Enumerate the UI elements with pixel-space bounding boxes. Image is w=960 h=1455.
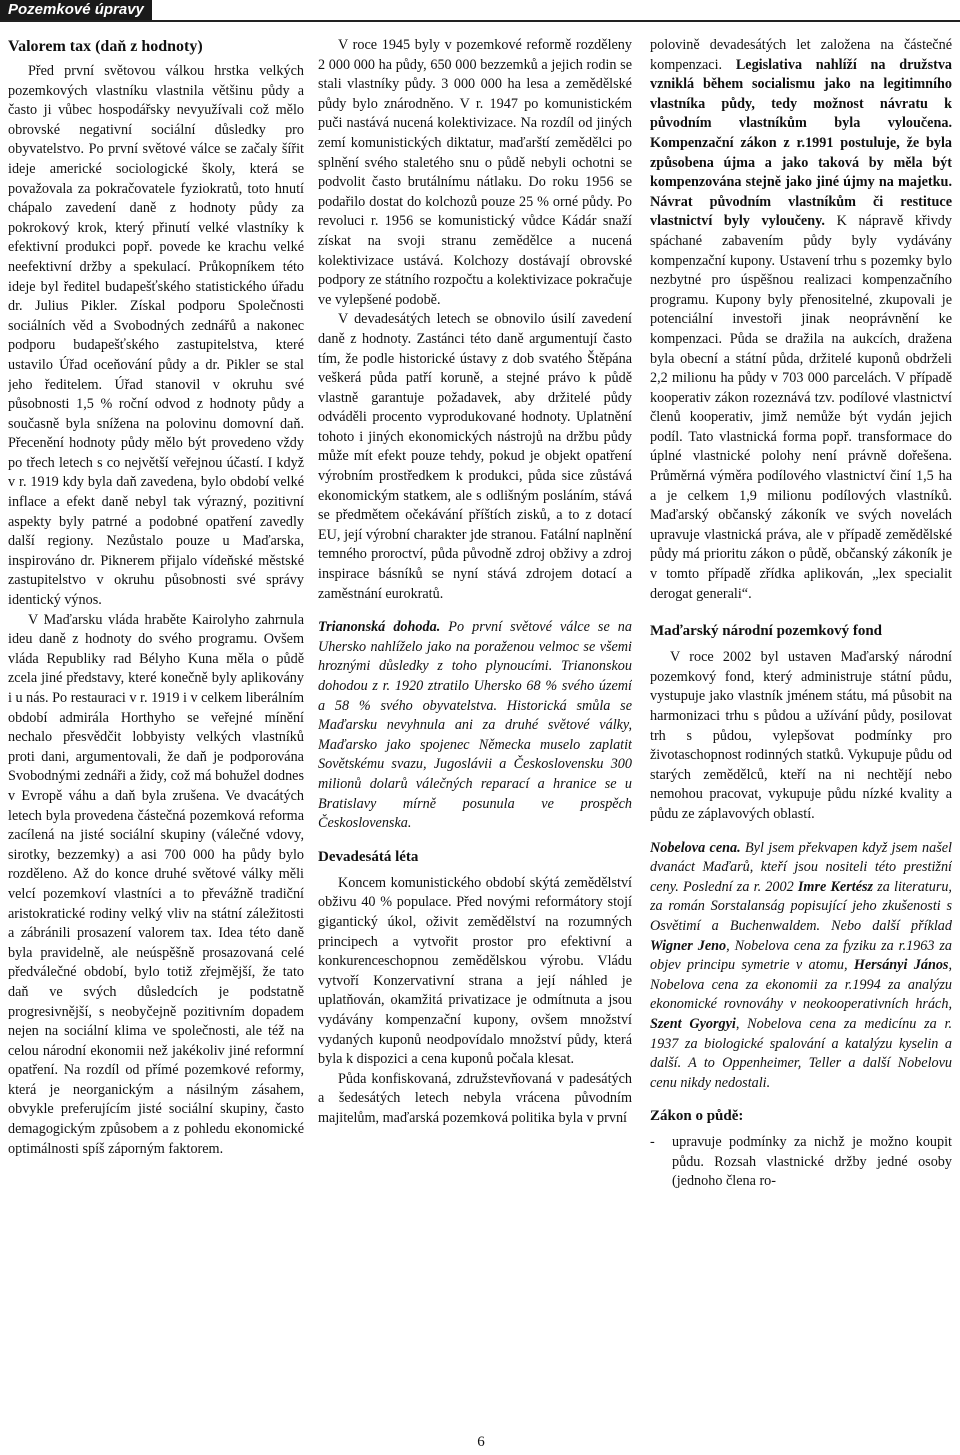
- section-label: Pozemkové úpravy: [0, 0, 152, 20]
- list-dash: -: [650, 1134, 655, 1151]
- paragraph: Koncem komunistického období skýtá zemědělství obživu 40 % populace. Před novými reformátory stojí gigantický úkol, oživit zemědělství na rozumných principech a vytvořit prostor pro efektivní a konkurenceschopnou zemědělskou výrobu. Vládu vytvoří Konzervativní strana a její náhled je uplatňován, okamžitá privatizace je odmítnuta a jsou vydávány kompenzační kupony, ovšem množství vydaných kuponů neodpovídalo množství půdy, která byla k dispozici a cena kuponů počala klesat.: [318, 874, 632, 1068]
- text-span: , Nobelova cena za ekonomii za r.1994 za analýzu ekonomické rovnováhy v neokooperativních hrách,: [650, 957, 952, 1013]
- paragraph: V roce 2002 byl ustaven Maďarský národní pozemkový fond, který administruje státní půdu, vystupuje jako vlastník jménem státu, má působit na harmonizaci trhu s půdou a užívání půdy, posilovat trh s půdou, vylepšovat podmínky pro životaschopnost rodinných statků. Vykupuje půdu od starých zemědělců, kteří na ni nechtějí nebo nemohou pracovat, vykupuje půdu nízké kvality a půdu ze záplavových oblastí.: [650, 649, 952, 822]
- text-span: Byl jsem překvapen když jsem našel dvanáct Maďarů, kteří jsou nositeli této prestižní ceny. Poslední za r. 2002: [650, 839, 952, 895]
- text-span: , Nobelova cena za medicínu za r. 1937 za biologické spalování a katalýzu kyselin a další. A to Oppenheimer, Teller a další Nobelovu cenu nikdy nedostali.: [650, 1015, 952, 1091]
- text-span: polovině devadesátých let založena na částečné kompenzaci.: [650, 37, 952, 73]
- law-list-item: [650, 1133, 952, 1192]
- column-1: [8, 36, 304, 1436]
- heading-zakon-o-pude: Zákon o půdě:: [650, 1108, 744, 1125]
- trianon-title: Trianonská dohoda.: [318, 619, 441, 636]
- header-bar: [0, 0, 960, 22]
- nobel-paragraph: [650, 839, 952, 1094]
- name-kertesz: Imre Kertész: [797, 878, 874, 895]
- bold-span: Legislativa nahlíží na družstva vzniklá během socialismu jako na legitimního vlastníka půdy, tedy možnost návratu k původním vlastníkům byla vyloučena. Kompenzační zákon z r.1991 postuluje, že byla způsobena újma a jako taková by měla být kompenzována stejně jako jiné újmy na majetku. Návrat původním vlastníkům či restituce vlastnictví byly vyloučeny.: [650, 56, 952, 230]
- heading-pozemkovy-fond: Maďarský národní pozemkový fond: [650, 623, 883, 640]
- text-span: za literaturu, za román Sorstalanság popisující jeho zkušenosti s Osvětimí a Buchenwaldem. Nebo další příklad: [650, 878, 952, 934]
- page-number: 6: [477, 1434, 485, 1450]
- paragraph: [650, 36, 952, 604]
- heading-valorem-tax: Valorem tax (daň z hodnoty): [8, 38, 203, 55]
- paragraph: Půda konfiskovaná, združstevňovaná v padesátých a šedesátých letech nebyla vrácena původním majitelům, maďarská pozemková politika byla v první: [318, 1070, 632, 1126]
- trianon-paragraph: [318, 618, 632, 834]
- column-2: [318, 36, 632, 1436]
- paragraph: Před první světovou válkou hrstka velkých pozemkových vlastníku vlastnila většinu půdy a často ji vůbec hospodářsky nevyužívali což mělo obrovské negativní sociální důsledky pro obyvatelstvo. Po první světové válce se začaly šířit ideje americké sociologické školy, která se považovala za pokračovatele fyziokratů, toto hnutí chápalo zavedení daně z hodnoty půdy za pokrokový krok, který přinutí velké vlastníky k efektivní produkci popř. povede ke krachu velké neefektivní držby a spekulací. Průkopníkem této ideje byl ředitel budapešťského statistického úřadu dr. Julius Pikler. Získal podporu Společnosti sociálních věd a Svobodných zednářů a nakonec podporu budapešťského zastupitelstva, které ustavilo Úřad oceňování půdy a dr. Pikler se stal jeho ředitelem. Úřad stanovil v okruhu své působnosti 1,5 % roční odvod z hodnoty půdy a současně byla snížena na polovinu domovní daň. Přecenění hodnoty půdy mělo být provedeno vždy po třech letech s co největší veřejnou účastí. I když v r. 1919 kdy byla daň zavedena, bylo období velké inflace a efekt daně nebyl tak výrazný, pozitivní aspekty byly patrné a podobné opatření zavedly další regiony. Nezůstalo pouze u Maďarska, inspirováno dr. Piknerem přijalo vídeňské městské zastupitelstvo v okruhu působnosti své správy identický výnos.: [8, 63, 304, 609]
- name-harsanyi: Hersányi János: [853, 957, 949, 974]
- text-span: , Nobelova cena za fyziku za r.1963 za objev principu symetrie v atomu,: [650, 937, 952, 974]
- paragraph: V roce 1945 byly v pozemkové reformě rozděleny 2 000 000 ha půdy, 650 000 bezzemků a jejich rodin se stali vlastníky půdy. 3 000 000 ha lesa a zemědělské půdy bylo znárodněno. V r. 1947 po komunistickém puči nastává nucená kolektivizace. Na rozdíl od jiných zemí komunistických diktatur, maďarští zemědělci po splnění svého staletého snu o půdě nebyli ochotni se podvolit často brutálnímu nátlaku. Do roku 1956 se podařilo dostat do kolchozů pouze 25 % orné půdy. Po revoluci r. 1956 se komunistický vůdce Kádár snaží získat na svoji stranu zemědělce a nucená kolektivizace ustává. Kolchozy dostávají obrovské podpory ze státního rozpočtu a kolektivizace pokračuje ve vylepšené podobě.: [318, 37, 632, 308]
- nobel-title: Nobelova cena.: [650, 839, 741, 856]
- text-span: K nápravě křivdy spáchané zabavením půdy byly vydávány kompenzační kupony. Ustavení trhu s pozemky bylo nezbytné pro úspěšnou realizaci kompenzačního programu. Kupony byly přenositelné, zkupovali je potenciální investoři jinak neoprávnění ke kompenzaci. Půda se dražila na aukcích, dražena byla obecní a státní půda, držitelé kuponů obdrželi 2,2 milionu ha půdy v 703 000 parcelách. V případě kooperativ zákon rozeznává tzv. podílové vlastnictví členů kooperativ, jimž nemůže být vydán jejich podíl. Tato vlastnická forma popř. transformace do úplné vlastnické polohy není právně dořešena. Průměrná výměra podílového vlastnictví činí 1,5 ha a je celkem 1,9 milionu podílových vlastníků. Maďarský občanský zákoník ve svých novelách upravuje vlastnická práva, ale v případě zemědělské půdy má prioritu zákon o půdě, občanský zákoník je v tomto případě zřídka aplikován, „lex specialit derogat generali“.: [650, 213, 952, 602]
- name-gyorgyi: Szent Gyorgyi: [650, 1015, 736, 1032]
- name-wigner: Wigner Jeno: [650, 937, 727, 954]
- column-3: [650, 36, 952, 1436]
- list-item-text: upravuje podmínky za nichž je možno koupit půdu. Rozsah vlastnické držby jedné osoby (jednoho člena ro-: [672, 1134, 952, 1190]
- paragraph: V Maďarsku vláda hraběte Kairolyho zahrnula ideu daně z hodnoty do svého programu. Ovšem vláda Republiky rad Bélyho Kuna měla o půdě zcela jiné představy, které konečně byly aplikovány i u nás. Po restauraci v r. 1919 i v celkem liberálním období admirála Horthyho se veřejné mínění nechalo přesvědčit lobbyisty velkých vlastníků proti dani, argumentovali, že daň je podporována Svobodnými zednáři a židy, což má bohužel dodnes v Evropě váhu a daň byla zrušena. Ve dvacátých letech byla provedena částečná pozemková reforma zacílená na jisté sociální skupiny (válečné vdovy, sirotky, bezzemky) a asi 700 000 ha půdy bylo rozděleno. Až do konce druhé světové války měli velcí pozemkoví vlastníci a to převážně tradiční aristokratické rodiny velký vliv na státní záležitosti a zábránili prosazení valorem tax. Idea této daně byla pravidelně, ale neúspěšně prosazovaná celé předválečné období, bylo totiž zřejmější, že tato daň ve svých důsledcích je podstatně progresivnější, s neobyčejně pozitivním dopadem nejen na sociální klima ve společnosti, ale též na celou národní ekonomii než jakékoliv jiné reformní opatření. Na rozdíl od přímé pozemkové reformy, která je neorganickým a násilným zásahem, obvykle preferujícím jisté sociální skupiny, často demagogickým způsobem a z pohledu ekonomické optimálnosti spíš záporným faktorem.: [8, 611, 304, 1157]
- heading-devadesata-leta: Devadesátá léta: [318, 848, 419, 865]
- paragraph: V devadesátých letech se obnovilo úsilí zavedení daně z hodnoty. Zastánci této daně argumentují často tím, že podle historické ústavy z dob svatého Štěpána veškerá půda patří koruně, a stejné právo k půdě vlastně garantuje požadavek, aby držitelé půdy odváděli procento vyprodukované hodnoty. Uplatnění tohoto i jiných ekonomických nástrojů na držbu půdy může mít efekt pouze tehdy, pokud je objekt opatření výrobním prostředkem k produkci, půda sice zůstává ekonomickým statkem, ale s odlišným posláním, stává se předmětem očekávání příštích zisků, a to z dotací EU, její výrobní charakter jde stranou. Fatální naplnění temného proroctví, půda původně zdroj obživy a zdroj inspirace básníků se nyní stává zdrojem dotací a zaměstnání eurokratů.: [318, 311, 632, 602]
- trianon-text: Po první světové válce se na Uhersko nahlíželo jako na poraženou velmoc se všemi hroznými důsledky z toho plynoucími. Trianonskou dohodou z r. 1920 ztratilo Uhersko 68 % svého území a 58 % svého obyvatelstva. Historická smůla se Maďarsku nevyhnula ani za druhé světové války, Maďarsko jako spojenec Německa muselo zaplatit Sovětskému svazu, Jugoslávii a Československu 300 milionů dolarů válečných reparací a hranice se u Bratislavy mírně posunula ve prospěch Československa.: [318, 619, 632, 832]
